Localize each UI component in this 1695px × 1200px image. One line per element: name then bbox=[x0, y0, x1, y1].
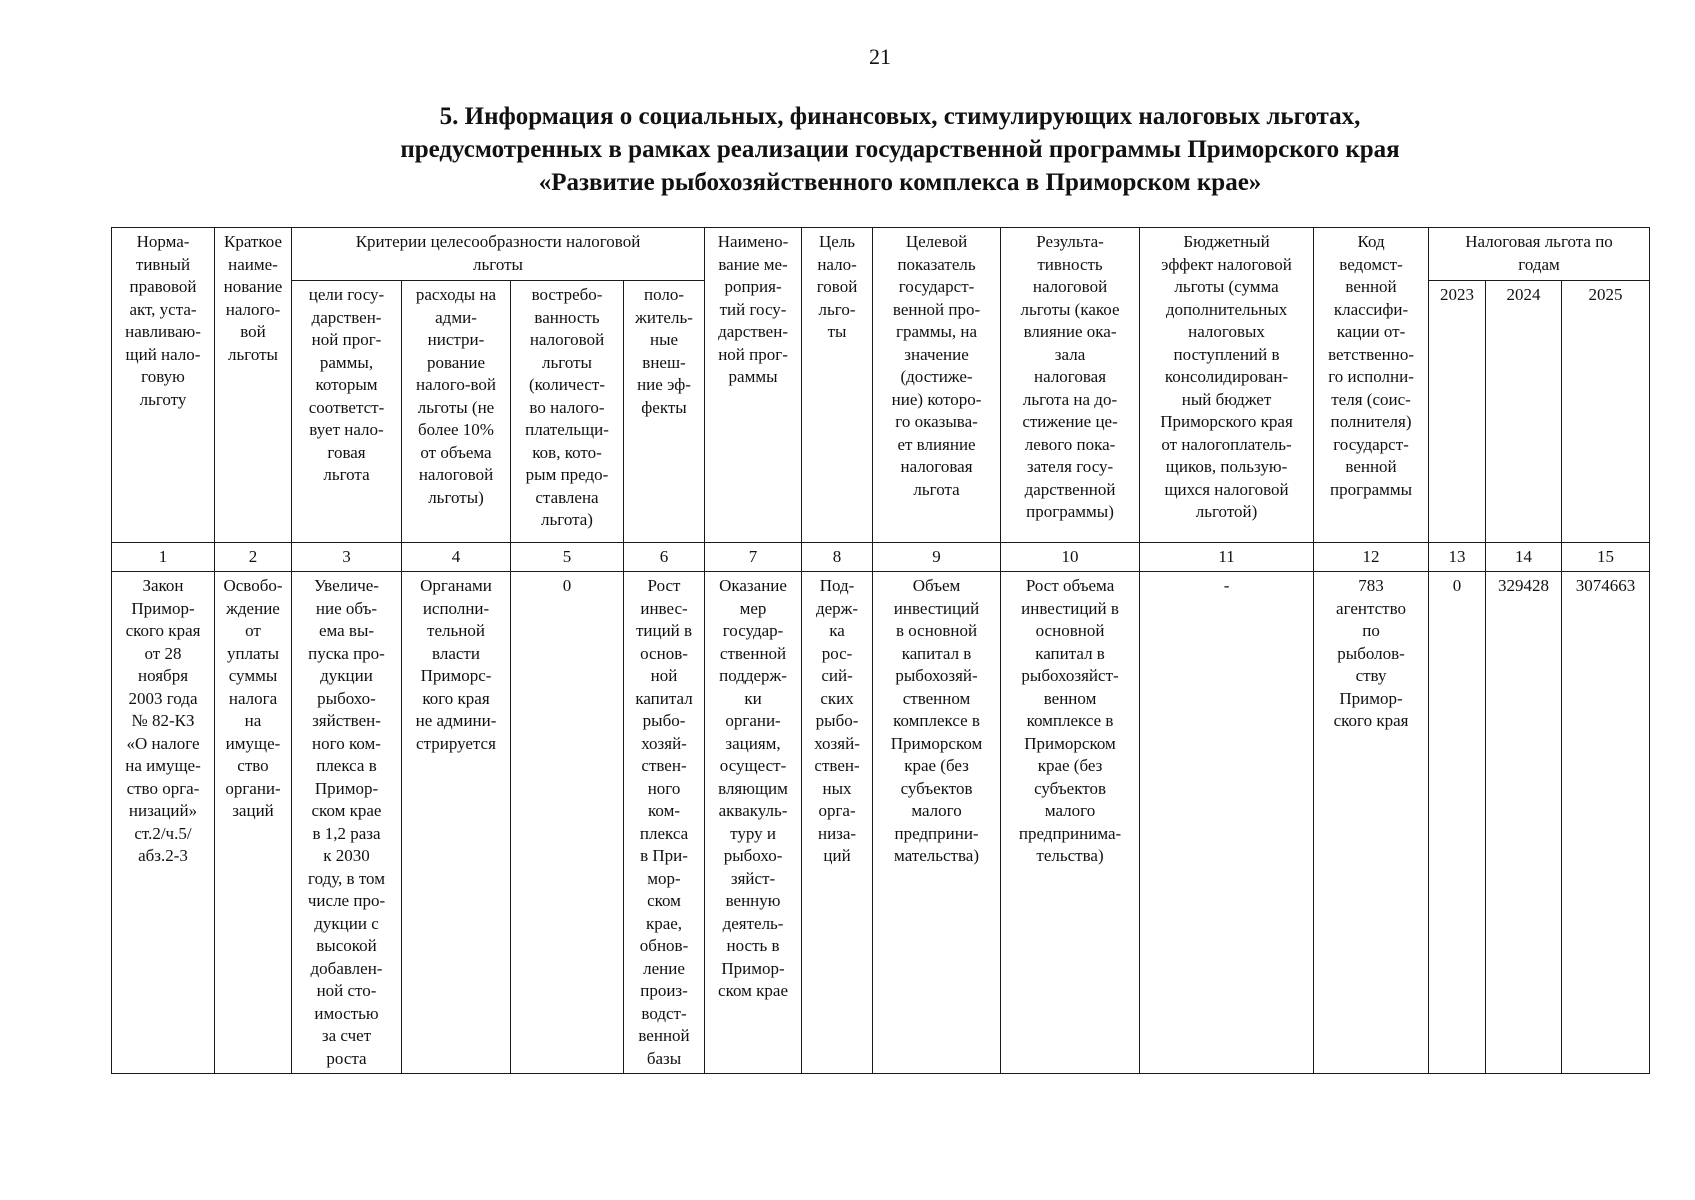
cell-year-2025: 3074663 bbox=[1562, 572, 1650, 1074]
cell-department-code: 783 агентство по рыболов- ству Примор- ского края bbox=[1314, 572, 1429, 1074]
header-year-2025: 2025 bbox=[1562, 281, 1650, 543]
column-number: 7 bbox=[705, 543, 802, 572]
header-criteria-group: Критерии целесообразности налоговой льготы bbox=[292, 228, 705, 281]
cell-year-2024: 329428 bbox=[1486, 572, 1562, 1074]
column-number: 12 bbox=[1314, 543, 1429, 572]
cell-admin-costs: Органами исполни- тельной власти Приморс- кого края не админи- стрируется bbox=[402, 572, 511, 1074]
header-demand: востребо- ванность налоговой льготы (количест- во налого- плательщи- ков, кото- рым предо- ставлена льгота) bbox=[511, 281, 624, 543]
title-line-2: предусмотренных в рамках реализации государственной программы Приморского края bbox=[400, 136, 1400, 163]
header-years-group: Налоговая льгота по годам bbox=[1429, 228, 1650, 281]
cell-demand: 0 bbox=[511, 572, 624, 1074]
column-number: 13 bbox=[1429, 543, 1486, 572]
column-number: 11 bbox=[1140, 543, 1314, 572]
header-effectiveness: Результа- тивность налоговой льготы (какое влияние ока- зала налоговая льгота на до- стижение це- левого пока- зателя госу- дарственной программы) bbox=[1001, 228, 1140, 543]
cell-short-name: Освобо- ждение от уплаты суммы налога на имуще- ство органи- заций bbox=[215, 572, 292, 1074]
cell-external-effects: Рост инвес- тиций в основ- ной капитал рыбо- хозяй- ствен- ного ком- плекса в При- мор- ском крае, обнов- ление произ- водст- венной базы bbox=[624, 572, 705, 1074]
column-number: 1 bbox=[112, 543, 215, 572]
header-external-effects: поло- житель- ные внеш- ние эф- фекты bbox=[624, 281, 705, 543]
header-year-2024: 2024 bbox=[1486, 281, 1562, 543]
header-department-code: Код ведомст- венной классифи- кации от- ветственно- го исполни- теля (соис- полнителя) государст- венной программы bbox=[1314, 228, 1429, 543]
header-target-indicator: Целевой показатель государст- венной про- граммы, на значение (достиже- ние) которо- го оказыва- ет влияние налоговая льгота bbox=[873, 228, 1001, 543]
cell-effectiveness: Рост объема инвестиций в основной капитал в рыбохозяйст- венном комплексе в Приморском крае (без субъектов малого предпринима- тельства) bbox=[1001, 572, 1140, 1074]
page-number: 21 bbox=[869, 44, 891, 69]
title-line-3: «Развитие рыбохозяйственного комплекса в Приморском крае» bbox=[538, 169, 1262, 196]
header-budget-effect: Бюджетный эффект налоговой льготы (сумма дополнительных налоговых поступлений в консолидирован- ный бюджет Приморского края от налогоплатель- щиков, пользую- щихся налоговой льготой) bbox=[1140, 228, 1314, 543]
table-row bbox=[112, 572, 1650, 1074]
header-program-measures: Наимено- вание ме- роприя- тий госу- дарствен- ной прог- раммы bbox=[705, 228, 802, 543]
tax-benefits-table bbox=[111, 227, 1650, 1074]
cell-year-2023: 0 bbox=[1429, 572, 1486, 1074]
title-line-1: 5. Информация о социальных, финансовых, стимулирующих налоговых льготах, bbox=[439, 103, 1361, 130]
header-year-2023: 2023 bbox=[1429, 281, 1486, 543]
header-normative-act: Норма- тивный правовой акт, уста- навливаю- щий нало- говую льготу bbox=[112, 228, 215, 543]
header-benefit-goal: Цель нало- говой льго- ты bbox=[802, 228, 873, 543]
column-number: 10 bbox=[1001, 543, 1140, 572]
header-admin-costs: расходы на адми- нистри- рование налого-вой льготы (не более 10% от объема налоговой льготы) bbox=[402, 281, 511, 543]
cell-budget-effect: - bbox=[1140, 572, 1314, 1074]
cell-benefit-goal: Под- держ- ка рос- сий- ских рыбо- хозяй- ствен- ных орга- низа- ций bbox=[802, 572, 873, 1074]
cell-normative-act: Закон Примор- ского края от 28 ноября 2003 года № 82-КЗ «О налоге на имуще- ство орга- низаций» ст.2/ч.5/ абз.2-3 bbox=[112, 572, 215, 1074]
column-number: 5 bbox=[511, 543, 624, 572]
column-number-row bbox=[112, 543, 1650, 572]
header-short-name: Краткое наиме- нование налого- вой льготы bbox=[215, 228, 292, 543]
header-program-goals: цели госу- дарствен- ной прог- раммы, которым соответст- вует нало- говая льгота bbox=[292, 281, 402, 543]
column-number: 9 bbox=[873, 543, 1001, 572]
column-number: 2 bbox=[215, 543, 292, 572]
column-number: 3 bbox=[292, 543, 402, 572]
cell-program-measures: Оказание мер государ- ственной поддерж- ки органи- зациям, осущест- вляющим аквакуль- туру и рыбохо- зяйст- венную деятель- ность в Примор- ском крае bbox=[705, 572, 802, 1074]
column-number: 8 bbox=[802, 543, 873, 572]
column-number: 6 bbox=[624, 543, 705, 572]
cell-target-indicator: Объем инвестиций в основной капитал в рыбохозяй- ственном комплексе в Приморском крае (без субъектов малого предприни- мательства) bbox=[873, 572, 1001, 1074]
column-number: 14 bbox=[1486, 543, 1562, 572]
document-title bbox=[230, 100, 1570, 199]
column-number: 4 bbox=[402, 543, 511, 572]
header-row-top bbox=[112, 228, 1650, 281]
column-number: 15 bbox=[1562, 543, 1650, 572]
cell-program-goals: Увеличе- ние объ- ема вы- пуска про- дукции рыбохо- зяйствен- ного ком- плекса в Примор- ском крае в 1,2 раза к 2030 году, в том числе про- дукции с высокой добавлен- ной сто- имостью за счет роста bbox=[292, 572, 402, 1074]
